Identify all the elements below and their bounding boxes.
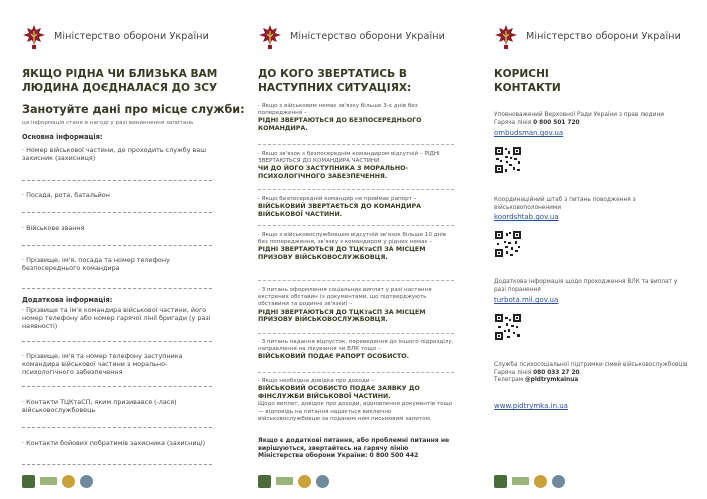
partner-logo-icon (316, 475, 329, 488)
panel-service-info (0, 0, 245, 499)
partner-logo-icon (40, 477, 57, 485)
partner-logo-icon (512, 477, 529, 485)
form-field: · Прізвище та ім'я командира військової частини, його номер телефону або номер гарячої лінії бригади (у разі наявності) (22, 306, 211, 331)
situation-item: · Якщо необхідна довідка про доходи – ВІЙСЬКОВИЙ ОСОБИСТО ПОДАЄ ЗАЯВКУ ДО ФІНСЛУЖБИ ВІЙСЬКОВОЇ ЧАСТИНИ. Щодо виплат, довідок про доходи, відновлення документів тощо — відповідь на питання надається виключно військовослужбовцю за поданим ним письмовим запитом. (258, 378, 453, 422)
header (494, 24, 694, 52)
qr-code-icon (494, 313, 522, 341)
basic-info-label: Основна інформація: (22, 133, 103, 141)
title-line-1: ЯКЩО РІДНА ЧИ БЛИЗЬКА ВАМ (22, 68, 218, 80)
contact-link-koordshtab[interactable]: koordshtab.gov.ua (494, 213, 559, 221)
title-line-2: НАСТУПНИХ СИТУАЦІЯХ: (258, 82, 412, 94)
partner-logos (22, 474, 93, 488)
situation-item: · З питань надання відпусток, переведення до іншого підрозділу, направлення на лікування чи ВЛК тощо – ВІЙСЬКОВИЙ ПОДАЄ РАПОРТ ОСОБИСТО. (258, 339, 454, 361)
partner-logo-icon (62, 475, 75, 488)
divider (258, 144, 454, 145)
situation-item: · Якщо зв'язок з безпосереднім командиром відсутній – РІДНІ ЗВЕРТАЮТЬСЯ ДО КОМАНДИРА ЧАСТИНИ ЧИ ДО ЙОГО ЗАСТУПНИКА З МОРАЛЬНО-ПСИХОЛОГІЧНОГО ЗАБЕЗПЕЧЕННЯ. (258, 151, 440, 180)
contact-link-ombudsman[interactable]: ombudsman.gov.ua (494, 129, 564, 137)
title-line-1: КОРИСНІ (494, 68, 549, 80)
fill-line (22, 341, 212, 342)
header (22, 24, 222, 52)
qr-code-icon (494, 146, 522, 174)
header (258, 24, 458, 52)
panel-useful-contacts (472, 0, 707, 499)
form-field: · Контакти ТЦКтаСП, яким призивався (-лася) військовослужбовець (22, 398, 177, 415)
fill-line (22, 386, 212, 387)
partner-logo-icon (552, 475, 565, 488)
fill-line (22, 180, 212, 181)
divider (258, 372, 454, 373)
qr-code-icon (494, 230, 522, 258)
title-line-2: ЛЮДИНА ДОЄДНАЛАСЯ ДО ЗСУ (22, 82, 218, 94)
ministry-name: Міністерство оборони України (526, 31, 681, 42)
partner-logo-icon (80, 475, 93, 488)
form-subheading: ця інформація стане в нагоді у разі виникнення запитань (22, 120, 194, 126)
contact-description: Служба психосоціальної підтримки сімей військовослужбовців Гаряча лінія 080 033 27 20 Телеграм @pidtrymkainua (494, 362, 688, 383)
situation-item: · Якщо безпосередній командир не приймає рапорт – ВІЙСЬКОВИЙ ЗВЕРТАЄТЬСЯ ДО КОМАНДИРА ВІЙСЬКОВОЇ ЧАСТИНИ. (258, 196, 422, 218)
partner-logo-icon (258, 475, 271, 488)
title-line-2: КОНТАКТИ (494, 82, 561, 94)
partner-logos (494, 474, 565, 488)
partner-logo-icon (298, 475, 311, 488)
fill-line (22, 245, 212, 246)
partner-logos (258, 474, 329, 488)
panel-title (22, 67, 217, 95)
form-field: · Посада, рота, батальйон (22, 191, 110, 199)
fill-line (22, 427, 212, 428)
partner-logo-icon (276, 477, 293, 485)
panel-title (494, 67, 561, 95)
contact-description: Координаційний штаб з питань поводження з військовополоненими (494, 197, 636, 211)
divider (258, 280, 454, 281)
extra-info-label: Додаткова інформація: (22, 296, 113, 304)
situation-item: · З питань оформлення соціальних виплат у разі настання екстрених обставин (з документами, що підтверджують обставини та родинні зв'язки) – РІДНІ ЗВЕРТАЮТЬСЯ ДО ТЦКтаСП ЗА МІСЦЕМ ПРИЗОВУ ВІЙСЬКОВОСЛУЖБОВЦЯ. (258, 287, 432, 324)
form-field: · Військове звання (22, 224, 85, 232)
ministry-emblem-icon (22, 24, 46, 50)
panel-title (258, 67, 411, 95)
partner-logo-icon (22, 475, 35, 488)
contact-description: Додаткова інформація щодо проходження ВЛК та виплат у разі поранення (494, 279, 678, 293)
contact-link-turbota[interactable]: turbota.mil.gov.ua (494, 296, 559, 304)
title-line-1: ДО КОГО ЗВЕРТАТИСЬ В (258, 68, 407, 80)
divider (258, 225, 454, 226)
ministry-emblem-icon (494, 24, 518, 50)
ministry-emblem-icon (258, 24, 282, 50)
fill-line (22, 464, 212, 465)
divider (258, 333, 454, 334)
fill-line (22, 212, 212, 213)
contact-link-pidtrymka[interactable]: www.pidtrymka.in.ua (494, 402, 568, 410)
partner-logo-icon (494, 475, 507, 488)
hotline-footer: Якщо є додаткові питання, або проблемні питання не вирішуються, звертайтесь на гарячу лінію Міністерства оборони України: 0 800 500 442 (258, 437, 450, 460)
partner-logo-icon (534, 475, 547, 488)
divider (258, 189, 454, 190)
panel-who-to-contact (236, 0, 472, 499)
contact-description: Уповноважений Верховної Ради України з прав людини Гаряча лінія 0 800 501 720 (494, 112, 665, 126)
situation-item: · Якщо з військовим немає зв'язку більше 3-х днів без попередження – РІДНІ ЗВЕРТАЮТЬСЯ ДО БЕЗПОСЕРЕДНЬОГО КОМАНДИРА. (258, 103, 422, 132)
form-field: · Прізвище, ім'я та номер телефону заступника командира військової частини з морально-психологічного забезпечення (22, 352, 183, 377)
form-field: · Номер військової частини, де проходить службу ваш захисник (захисниця) (22, 146, 207, 163)
form-field: · Прізвище, ім'я, посада та номер телефону безпосереднього командира (22, 256, 170, 273)
ministry-name: Міністерство оборони України (290, 31, 445, 42)
situation-item: · Якщо з військовослужбовцем відсутній зв'язок більше 10 днів без попередження, зв'язку з командиром у рідних немає – РІДНІ ЗВЕРТАЮТЬСЯ ДО ТЦКтаСП ЗА МІСЦЕМ ПРИЗОВУ ВІЙСЬКОВОСЛУЖБОВЦЯ. (258, 232, 447, 261)
form-field: · Контакти бойових побратимів захисника (захисниці) (22, 439, 206, 447)
ministry-name: Міністерство оборони України (54, 31, 209, 42)
form-heading: Занотуйте дані про місце служби: (22, 103, 245, 116)
fill-line (22, 288, 212, 289)
